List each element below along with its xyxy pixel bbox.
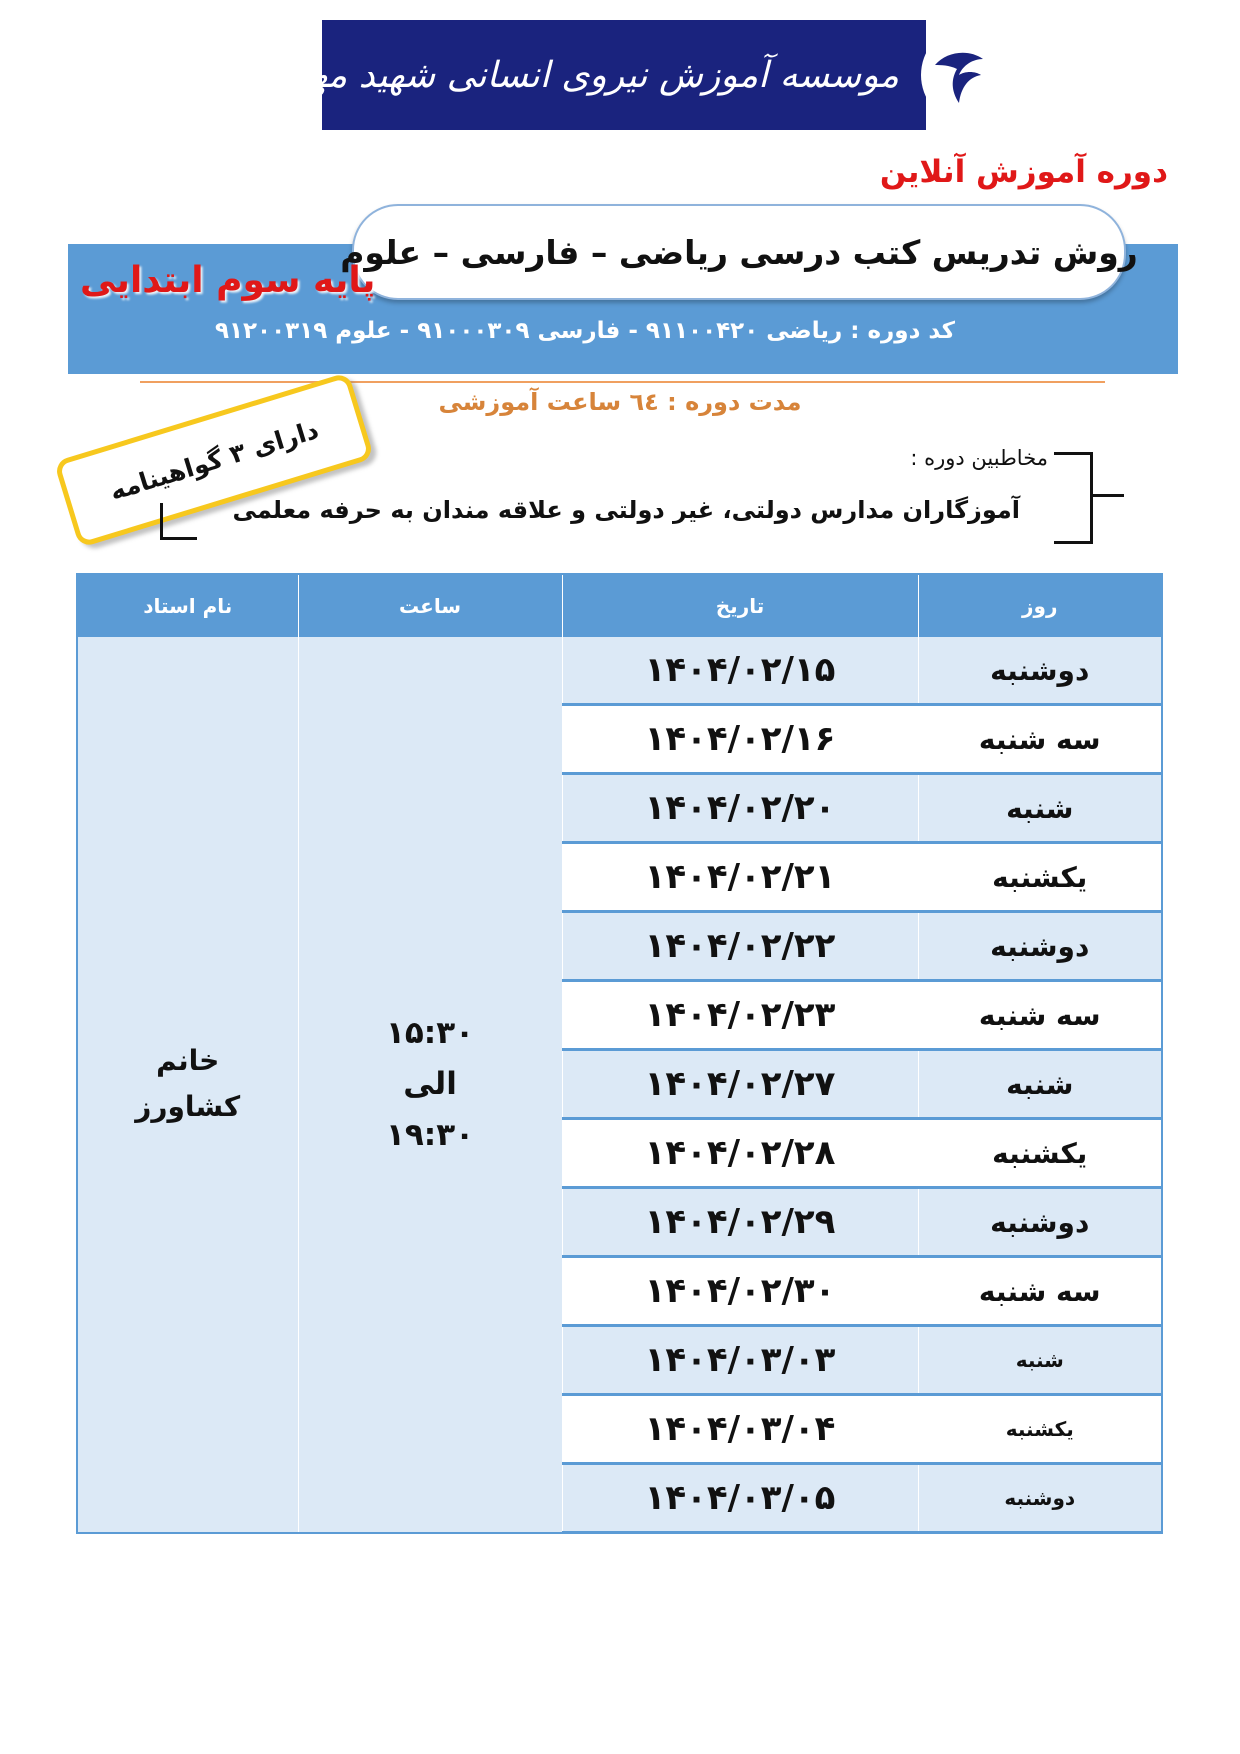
logo-banner bbox=[246, 20, 926, 130]
schedule-table bbox=[76, 573, 1163, 1534]
day-cell: یکشنبه bbox=[918, 843, 1162, 912]
day-cell: دوشنبه bbox=[918, 1188, 1162, 1257]
header-teacher: نام استاد bbox=[77, 574, 298, 637]
course-duration: مدت دوره : ٦٤ ساعت آموزشی bbox=[438, 388, 802, 416]
table-row bbox=[77, 637, 1162, 705]
teacher-title: خانم bbox=[156, 1044, 220, 1078]
date-cell: ۱۴۰۴/۰۲/۲۷ bbox=[562, 1050, 918, 1119]
time-separator: الی bbox=[403, 1065, 457, 1102]
date-cell: ۱۴۰۴/۰۲/۱۶ bbox=[562, 705, 918, 774]
day-cell: سه شنبه bbox=[918, 1257, 1162, 1326]
audience-text: آموزگاران مدارس دولتی، غیر دولتی و علاقه مندان به حرفه معلمی bbox=[232, 496, 1020, 524]
date-cell: ۱۴۰۴/۰۲/۲۱ bbox=[562, 843, 918, 912]
day-cell: شنبه bbox=[918, 1050, 1162, 1119]
audience-label: مخاطبین دوره : bbox=[910, 446, 1048, 470]
day-cell: دوشنبه bbox=[918, 1464, 1162, 1533]
certificate-badge-text: دارای ۳ گواهینامه bbox=[106, 414, 322, 506]
time-start: ۱۵:۳۰ bbox=[385, 1014, 475, 1051]
grade-label: پایه سوم ابتدایی bbox=[80, 260, 376, 301]
audience-bracket-left bbox=[160, 503, 197, 540]
audience-bracket-right bbox=[1054, 452, 1093, 544]
teacher-cell bbox=[77, 637, 298, 1533]
date-cell: ۱۴۰۴/۰۳/۰۴ bbox=[562, 1395, 918, 1464]
time-end: ۱۹:۳۰ bbox=[385, 1116, 475, 1153]
bird-logo-icon bbox=[921, 30, 1001, 120]
day-cell: شنبه bbox=[918, 774, 1162, 843]
header-date: تاریخ bbox=[562, 574, 918, 637]
date-cell: ۱۴۰۴/۰۲/۲۸ bbox=[562, 1119, 918, 1188]
date-cell: ۱۴۰۴/۰۲/۲۳ bbox=[562, 981, 918, 1050]
divider-line bbox=[140, 381, 1105, 383]
day-cell: دوشنبه bbox=[918, 912, 1162, 981]
day-cell: سه شنبه bbox=[918, 981, 1162, 1050]
day-cell: سه شنبه bbox=[918, 705, 1162, 774]
teacher-name: کشاورز bbox=[135, 1090, 241, 1124]
course-title: روش تدریس کتب درسی ریاضی – فارسی – علوم bbox=[340, 232, 1138, 272]
date-cell: ۱۴۰۴/۰۲/۲۰ bbox=[562, 774, 918, 843]
date-cell: ۱۴۰۴/۰۲/۲۹ bbox=[562, 1188, 918, 1257]
date-cell: ۱۴۰۴/۰۲/۲۲ bbox=[562, 912, 918, 981]
date-cell: ۱۴۰۴/۰۲/۳۰ bbox=[562, 1257, 918, 1326]
institute-name: موسسه آموزش نیروی انسانی شهید مهدوی bbox=[246, 54, 900, 96]
course-codes: کد دوره : ریاضی ۹۱۱۰۰۴۲۰ - فارسی ۹۱۰۰۰۳۰۹ - علوم ۹۱۲۰۰۳۱۹ bbox=[214, 318, 956, 344]
course-title-pill bbox=[340, 204, 1138, 300]
day-cell: یکشنبه bbox=[918, 1395, 1162, 1464]
day-cell: یکشنبه bbox=[918, 1119, 1162, 1188]
day-cell: دوشنبه bbox=[918, 637, 1162, 705]
course-type-title: دوره آموزش آنلاین bbox=[879, 154, 1168, 190]
header-time: ساعت bbox=[298, 574, 562, 637]
date-cell: ۱۴۰۴/۰۳/۰۵ bbox=[562, 1464, 918, 1533]
date-cell: ۱۴۰۴/۰۲/۱۵ bbox=[562, 637, 918, 705]
day-cell: شنبه bbox=[918, 1326, 1162, 1395]
date-cell: ۱۴۰۴/۰۳/۰۳ bbox=[562, 1326, 918, 1395]
audience-bracket-tick bbox=[1092, 494, 1124, 497]
time-cell bbox=[298, 637, 562, 1533]
table-header-row bbox=[77, 574, 1162, 637]
header-day: روز bbox=[918, 574, 1162, 637]
